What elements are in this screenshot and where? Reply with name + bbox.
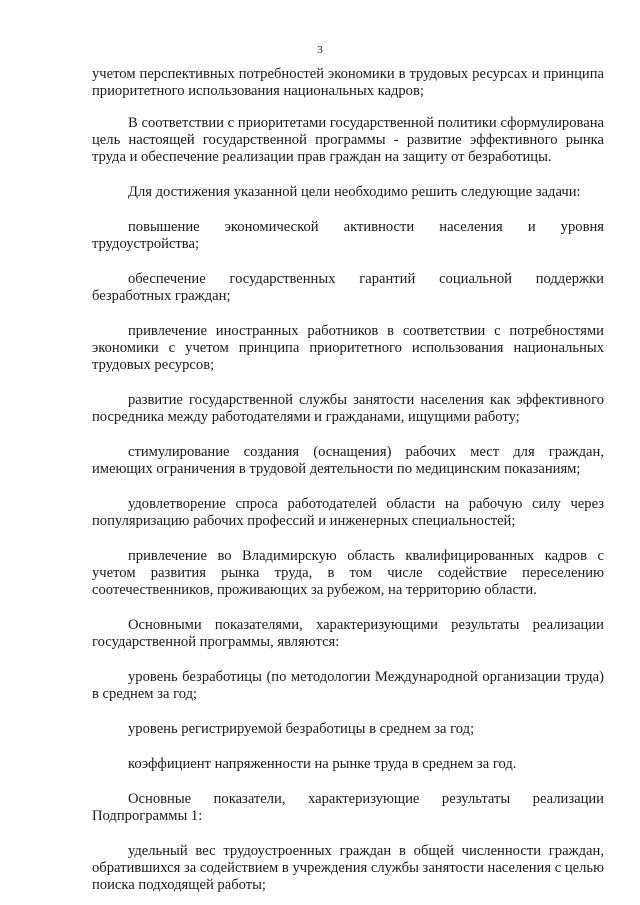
paragraph: привлечение иностранных работников в соответствии с потребностями экономики с учетом принципа приоритетного использования национальных трудовых ресурсов; (92, 323, 604, 373)
paragraph: В соответствии с приоритетами государственной политики сформулирована цель настоящей государственной программы - развитие эффективного рынка труда и обеспечение реализации прав граждан на защиту от безработицы. (92, 115, 604, 165)
paragraph: привлечение во Владимирскую область квалифицированных кадров с учетом развития рынка труда, в том числе содействие переселению соотечественников, проживающих за рубежом, на территорию области. (92, 548, 604, 598)
paragraph: удельный вес трудоустроенных граждан в общей численности граждан, обратившихся за содействием в учреждения службы занятости населения с целью поиска подходящей работы; (92, 843, 604, 893)
paragraph: развитие государственной службы занятости населения как эффективного посредника между работодателями и гражданами, ищущими работу; (92, 392, 604, 425)
paragraph: учетом перспективных потребностей экономики в трудовых ресурсах и принципа приоритетного использования национальных кадров; (92, 66, 604, 99)
paragraph: Для достижения указанной цели необходимо решить следующие задачи: (128, 184, 581, 200)
paragraph: обеспечение государственных гарантий социальной поддержки безработных граждан; (92, 271, 604, 304)
document-body (92, 66, 604, 894)
paragraph: уровень регистрируемой безработицы в среднем за год; (128, 721, 475, 737)
paragraph: Основными показателями, характеризующими результаты реализации государственной программы, являются: (92, 617, 604, 650)
paragraph: повышение экономической активности населения и уровня трудоустройства; (92, 219, 604, 252)
paragraph: коэффициент напряженности на рынке труда в среднем за год. (128, 756, 517, 772)
paragraph: уровень безработицы (по методологии Международной организации труда) в среднем за год; (92, 669, 604, 702)
page-number: 3 (317, 44, 323, 56)
paragraph: Основные показатели, характеризующие результаты реализации Подпрограммы 1: (92, 791, 604, 824)
paragraph: удовлетворение спроса работодателей области на рабочую силу через популяризацию рабочих профессий и инженерных специальностей; (92, 496, 604, 529)
paragraph: стимулирование создания (оснащения) рабочих мест для граждан, имеющих ограничения в трудовой деятельности по медицинским показаниям; (92, 444, 604, 477)
